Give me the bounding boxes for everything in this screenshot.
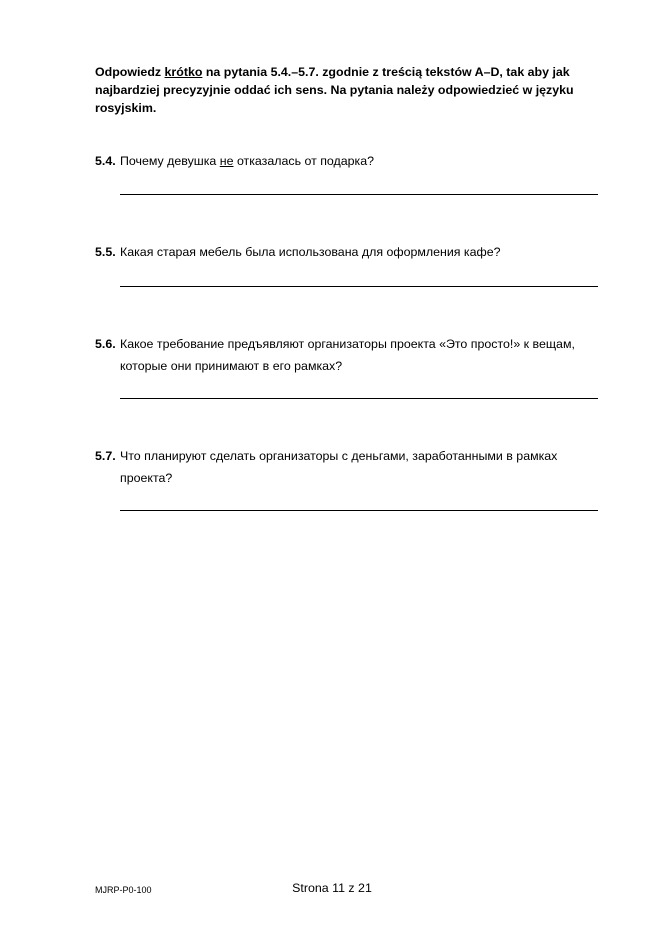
question-number: 5.4. <box>95 154 116 168</box>
question-number: 5.5. <box>95 245 116 259</box>
page-number: Strona 11 z 21 <box>292 881 372 895</box>
question-5-7 <box>95 445 605 489</box>
question-text <box>120 150 605 172</box>
question-text: Какое требование предъявляют организаторы проекта «Это просто!» к вещам, которые они принимают в его рамках? <box>120 337 575 373</box>
question-text: Что планируют сделать организаторы с деньгами, заработанными в рамках проекта? <box>120 449 558 485</box>
answer-line-5-6[interactable] <box>120 398 598 399</box>
question-5-4 <box>95 150 605 172</box>
question-text: Какая старая мебель была использована для оформления кафе? <box>120 245 501 259</box>
answer-line-5-4[interactable] <box>120 194 598 195</box>
question-number: 5.7. <box>95 449 116 463</box>
question-text-emphasis: не <box>219 154 234 168</box>
question-number: 5.6. <box>95 337 116 351</box>
answer-line-5-5[interactable] <box>120 286 598 287</box>
instruction-part-1: Odpowiedz <box>95 65 165 79</box>
instruction-text <box>95 63 605 117</box>
answer-line-5-7[interactable] <box>120 510 598 511</box>
question-5-5 <box>95 241 605 263</box>
instruction-part-2: na pytania 5.4.–5.7. zgodnie z treścią tekstów A–D, tak aby jak najbardziej precyzyjnie oddać ich sens. Na pytania należy odpowiedzieć w języku rosyjskim. <box>95 65 574 115</box>
question-text-after: отказалась от подарка? <box>233 154 375 168</box>
document-code: MJRP-P0-100 <box>95 885 152 895</box>
question-5-6 <box>95 333 605 377</box>
instruction-emphasis: krótko <box>164 65 203 79</box>
question-text-before: Почему девушка <box>120 154 220 168</box>
